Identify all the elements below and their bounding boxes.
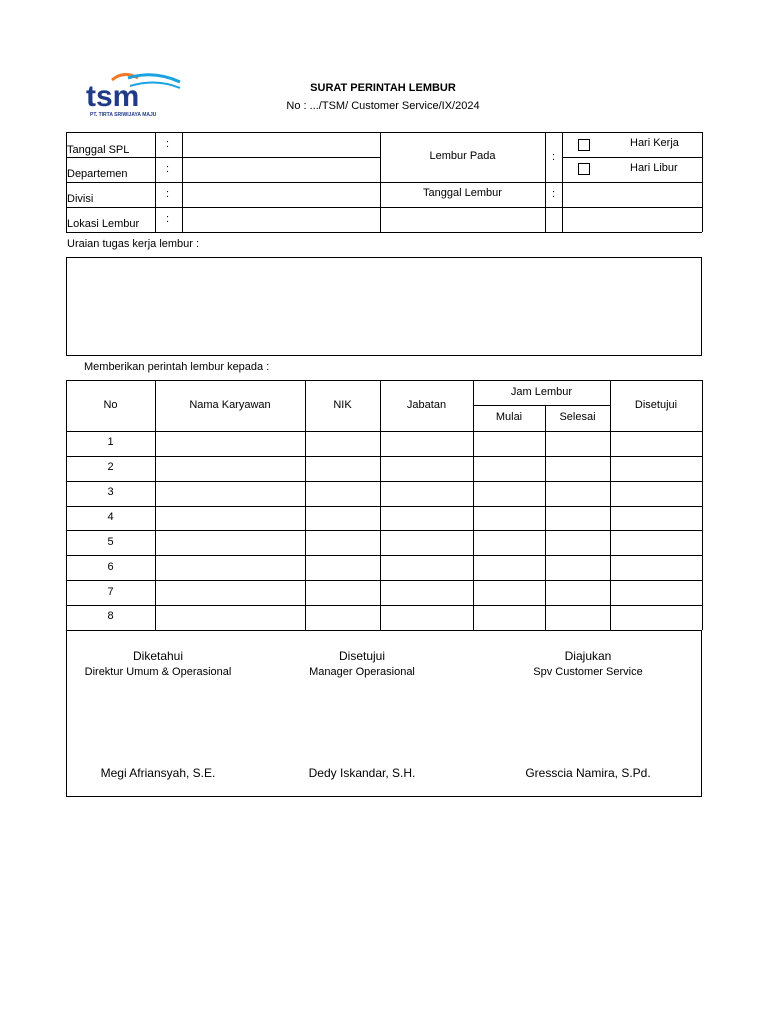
svg-text:tsm: tsm xyxy=(86,80,140,113)
document-number: No : .../TSM/ Customer Service/IX/2024 xyxy=(286,100,480,112)
label-lembur-pada: Lembur Pada xyxy=(429,150,496,162)
checkbox-hari-kerja[interactable] xyxy=(578,139,590,151)
col-header-jam-lembur: Jam Lembur xyxy=(510,386,573,398)
row-number: 5 xyxy=(107,536,114,548)
sig-role-spv: Spv Customer Service xyxy=(533,666,643,678)
sig-role-manager: Manager Operasional xyxy=(309,666,415,678)
label-lokasi-lembur: Lokasi Lembur xyxy=(67,218,140,230)
colon: : xyxy=(166,188,170,200)
row-number: 3 xyxy=(107,486,114,498)
label-departemen: Departemen xyxy=(67,168,128,180)
sig-name-gresscia: Gresscia Namira, S.Pd. xyxy=(525,766,651,780)
field-divisi[interactable] xyxy=(183,183,379,206)
sig-role-direktur: Direktur Umum & Operasional xyxy=(84,666,232,678)
row-number: 8 xyxy=(107,610,114,622)
uraian-box[interactable] xyxy=(66,257,702,356)
field-lokasi-lembur[interactable] xyxy=(183,208,379,231)
field-departemen[interactable] xyxy=(183,158,379,181)
checkbox-hari-libur[interactable] xyxy=(578,163,590,175)
col-header-no: No xyxy=(103,399,118,411)
label-hari-kerja: Hari Kerja xyxy=(630,137,679,149)
colon: : xyxy=(166,163,170,175)
label-tanggal-lembur: Tanggal Lembur xyxy=(423,187,502,199)
col-header-nik: NIK xyxy=(333,399,352,411)
row-number: 4 xyxy=(107,511,114,523)
company-logo xyxy=(84,72,184,118)
sig-status-disetujui: Disetujui xyxy=(338,649,386,663)
label-divisi: Divisi xyxy=(67,193,94,205)
row-number: 2 xyxy=(107,461,114,473)
colon: : xyxy=(166,138,170,150)
colon: : xyxy=(166,213,170,225)
label-tanggal-spl: Tanggal SPL xyxy=(67,144,130,156)
row-number: 6 xyxy=(107,561,114,573)
sig-name-megi: Megi Afriansyah, S.E. xyxy=(100,766,216,780)
uraian-label: Uraian tugas kerja lembur : xyxy=(67,238,200,250)
sig-status-diajukan: Diajukan xyxy=(564,649,612,663)
label-hari-libur: Hari Libur xyxy=(630,162,678,174)
col-header-selesai: Selesai xyxy=(559,411,596,423)
document-title: SURAT PERINTAH LEMBUR xyxy=(310,82,456,94)
col-header-nama: Nama Karyawan xyxy=(189,399,271,411)
perintah-label: Memberikan perintah lembur kepada : xyxy=(84,361,270,373)
col-header-disetujui: Disetujui xyxy=(634,399,678,411)
row-number: 1 xyxy=(107,436,114,448)
sig-status-diketahui: Diketahui xyxy=(132,649,184,663)
col-header-mulai: Mulai xyxy=(495,411,523,423)
colon: : xyxy=(552,151,556,163)
row-number: 7 xyxy=(107,586,114,598)
col-header-jabatan: Jabatan xyxy=(406,399,447,411)
field-tanggal-spl[interactable] xyxy=(183,133,379,156)
colon: : xyxy=(552,188,556,200)
sig-name-dedy: Dedy Iskandar, S.H. xyxy=(308,766,416,780)
svg-text:PT. TIRTA SRIWIJAYA MAJU: PT. TIRTA SRIWIJAYA MAJU xyxy=(90,112,157,118)
